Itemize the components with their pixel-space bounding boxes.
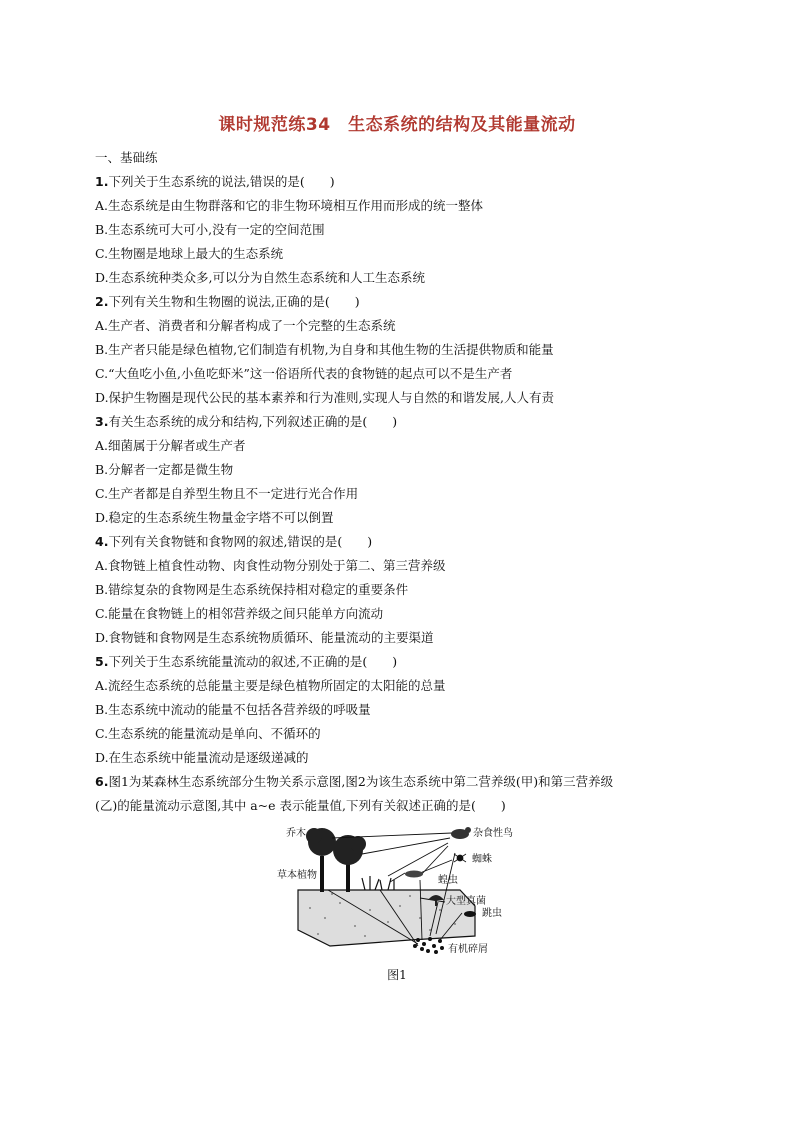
question-number: 3. [95, 414, 109, 429]
question-stem [95, 410, 715, 434]
option-c: C.能量在食物链上的相邻营养级之间只能单方向流动 [95, 606, 384, 621]
option-b: B.分解者一定都是微生物 [95, 462, 234, 477]
option-b: B.错综复杂的食物网是生态系统保持相对稳定的重要条件 [95, 582, 409, 597]
option-d: D.在生态系统中能量流动是逐级递减的 [95, 750, 309, 765]
springtail-illustration [464, 911, 476, 917]
option-c: C.生产者都是自养型生物且不一定进行光合作用 [95, 486, 359, 501]
option-d: D.稳定的生态系统生物量金字塔不可以倒置 [95, 510, 334, 525]
question-text: 下列有关食物链和食物网的叙述,错误的是( ) [108, 534, 373, 549]
bird-illustration [451, 827, 471, 839]
option-b: B.生态系统可大可小,没有一定的空间范围 [95, 222, 325, 237]
question-text: 下列关于生态系统的说法,错误的是( ) [108, 174, 335, 189]
question-text: 下列关于生态系统能量流动的叙述,不正确的是( ) [108, 654, 398, 669]
label-locust: 蝗虫 [438, 875, 458, 886]
label-tree: 乔木 [286, 828, 306, 839]
option-c: C.生物圈是地球上最大的生态系统 [95, 246, 284, 261]
section-heading: 一、基础练 [95, 150, 158, 165]
label-fungus: 大型真菌 [446, 896, 486, 907]
option-b: B.生产者只能是绿色植物,它们制造有机物,为自身和其他生物的生活提供物质和能量 [95, 342, 554, 357]
question-body [95, 146, 715, 818]
herb-illustration [362, 876, 394, 890]
label-bird: 杂食性鸟 [473, 828, 513, 839]
page-title: 课时规范练34 生态系统的结构及其能量流动 [218, 115, 576, 135]
option-c: C.生态系统的能量流动是单向、不循环的 [95, 726, 321, 741]
option-d: D.生态系统种类众多,可以分为自然生态系统和人工生态系统 [95, 270, 426, 285]
label-detritus: 有机碎屑 [448, 944, 488, 955]
option-b: B.生态系统中流动的能量不包括各营养级的呼吸量 [95, 702, 371, 717]
question-number: 2. [95, 294, 109, 309]
option-a: A.生产者、消费者和分解者构成了一个完整的生态系统 [95, 318, 396, 333]
option-c: C.“大鱼吃小鱼,小鱼吃虾米”这一俗语所代表的食物链的起点可以不是生产者 [95, 366, 513, 381]
question-text: 下列有关生物和生物圈的说法,正确的是( ) [108, 294, 360, 309]
option-a: A.细菌属于分解者或生产者 [95, 438, 246, 453]
ecosystem-figure [270, 818, 530, 978]
question-stem [95, 290, 715, 314]
label-springtail: 跳虫 [482, 908, 502, 919]
figure-caption: 图1 [387, 968, 407, 982]
question-number: 6. [95, 774, 109, 789]
question-text-continued: (乙)的能量流动示意图,其中 a~e 表示能量值,下列有关叙述正确的是( ) [95, 798, 506, 813]
option-d: D.食物链和食物网是生态系统物质循环、能量流动的主要渠道 [95, 630, 434, 645]
question-stem [95, 170, 715, 194]
spider-illustration [454, 854, 466, 862]
label-spider: 蜘蛛 [472, 854, 492, 865]
label-herb: 草本植物 [277, 870, 317, 881]
option-a: A.生态系统是由生物群落和它的非生物环境相互作用而形成的统一整体 [95, 198, 484, 213]
question-stem [95, 530, 715, 554]
option-d: D.保护生物圈是现代公民的基本素养和行为准则,实现人与自然的和谐发展,人人有责 [95, 390, 554, 405]
question-number: 5. [95, 654, 109, 669]
question-text: 有关生态系统的成分和结构,下列叙述正确的是( ) [108, 414, 398, 429]
option-a: A.食物链上植食性动物、肉食性动物分别处于第二、第三营养级 [95, 558, 446, 573]
locust-illustration [405, 871, 423, 878]
question-stem [95, 770, 715, 794]
question-stem [95, 650, 715, 674]
question-number: 1. [95, 174, 109, 189]
question-number: 4. [95, 534, 109, 549]
question-text: 图1为某森林生态系统部分生物关系示意图,图2为该生态系统中第二营养级(甲)和第三营养级 [108, 774, 614, 789]
option-a: A.流经生态系统的总能量主要是绿色植物所固定的太阳能的总量 [95, 678, 446, 693]
